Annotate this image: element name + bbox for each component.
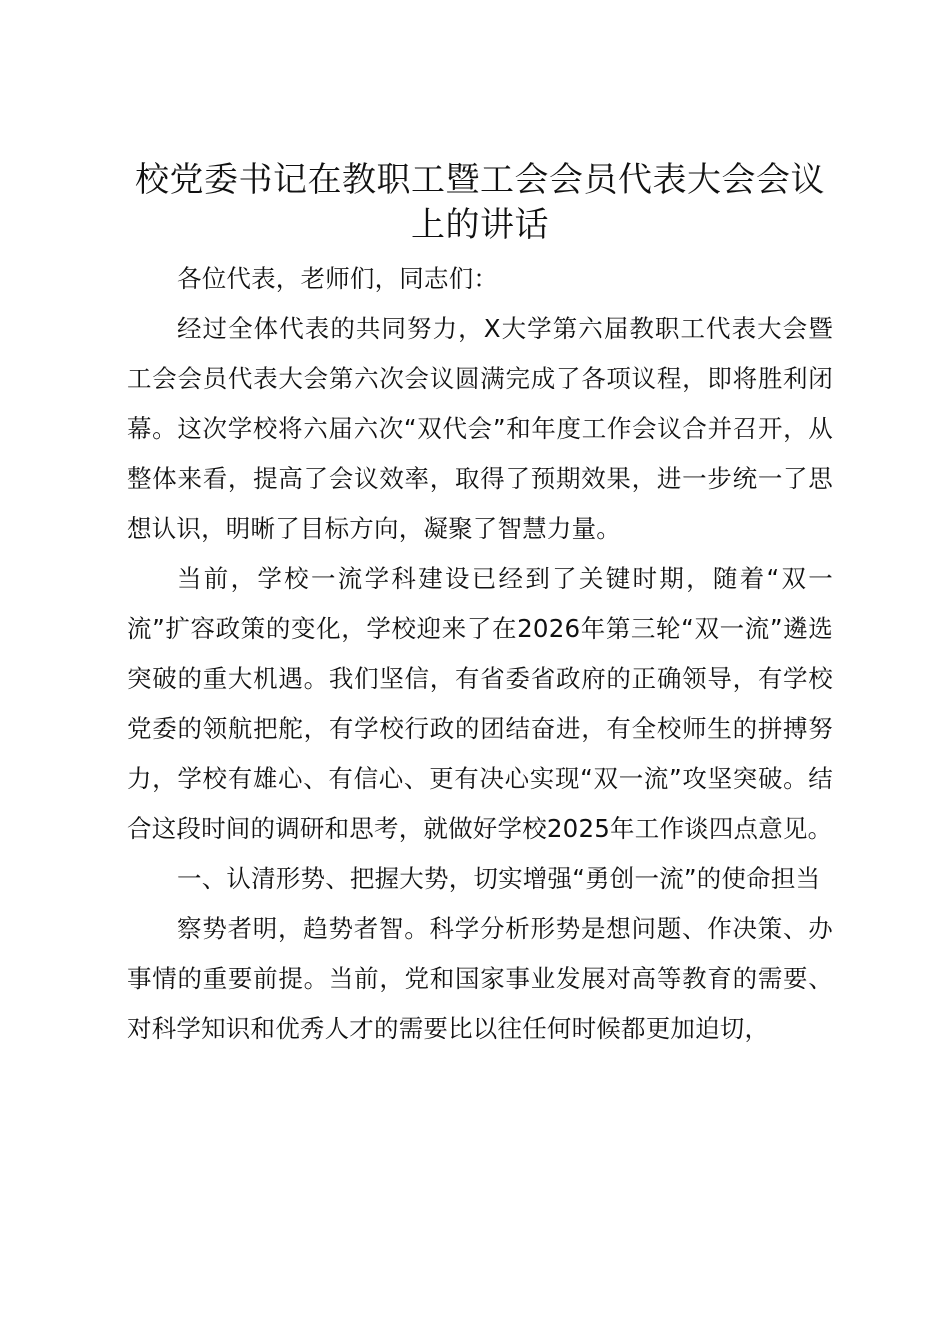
section-heading-1: 一、认清形势、把握大势，切实增强“勇创一流”的使命担当	[177, 864, 821, 893]
body-paragraph-1: 经过全体代表的共同努力，X大学第六届教职工代表大会暨工会会员代表大会第六次会议圆满完成了各项议程，即将胜利闭幕。这次学校将六届六次“双代会”和年度工作会议合并召开，从整体来看，提高了会议效率，取得了预期效果，进一步统一了思想认识，明晰了目标方向，凝聚了智慧力量。	[127, 314, 833, 543]
title-line-1: 校党委书记在教职工暨工会会员代表大会会议	[135, 160, 825, 200]
title-line-2: 上的讲话	[411, 205, 549, 245]
body-paragraph-2: 当前，学校一流学科建设已经到了关键时期，随着“双一流”扩容政策的变化，学校迎来了在2026年第三轮“双一流”遴选突破的重大机遇。我们坚信，有省委省政府的正确领导，有学校党委的领航把舵，有学校行政的团结奋进，有全校师生的拼搏努力，学校有雄心、有信心、更有决心实现“双一流”攻坚突破。结合这段时间的调研和思考，就做好学校2025年工作谈四点意见。	[127, 564, 833, 843]
section-1-paragraph: 察势者明，趋势者智。科学分析形势是想问题、作决策、办事情的重要前提。当前，党和国家事业发展对高等教育的需要、对科学知识和优秀人才的需要比以往任何时候都更加迫切，	[127, 914, 833, 1043]
document-title	[117, 158, 843, 248]
document-page	[127, 158, 833, 1054]
salutation: 各位代表，老师们，同志们：	[177, 264, 499, 293]
